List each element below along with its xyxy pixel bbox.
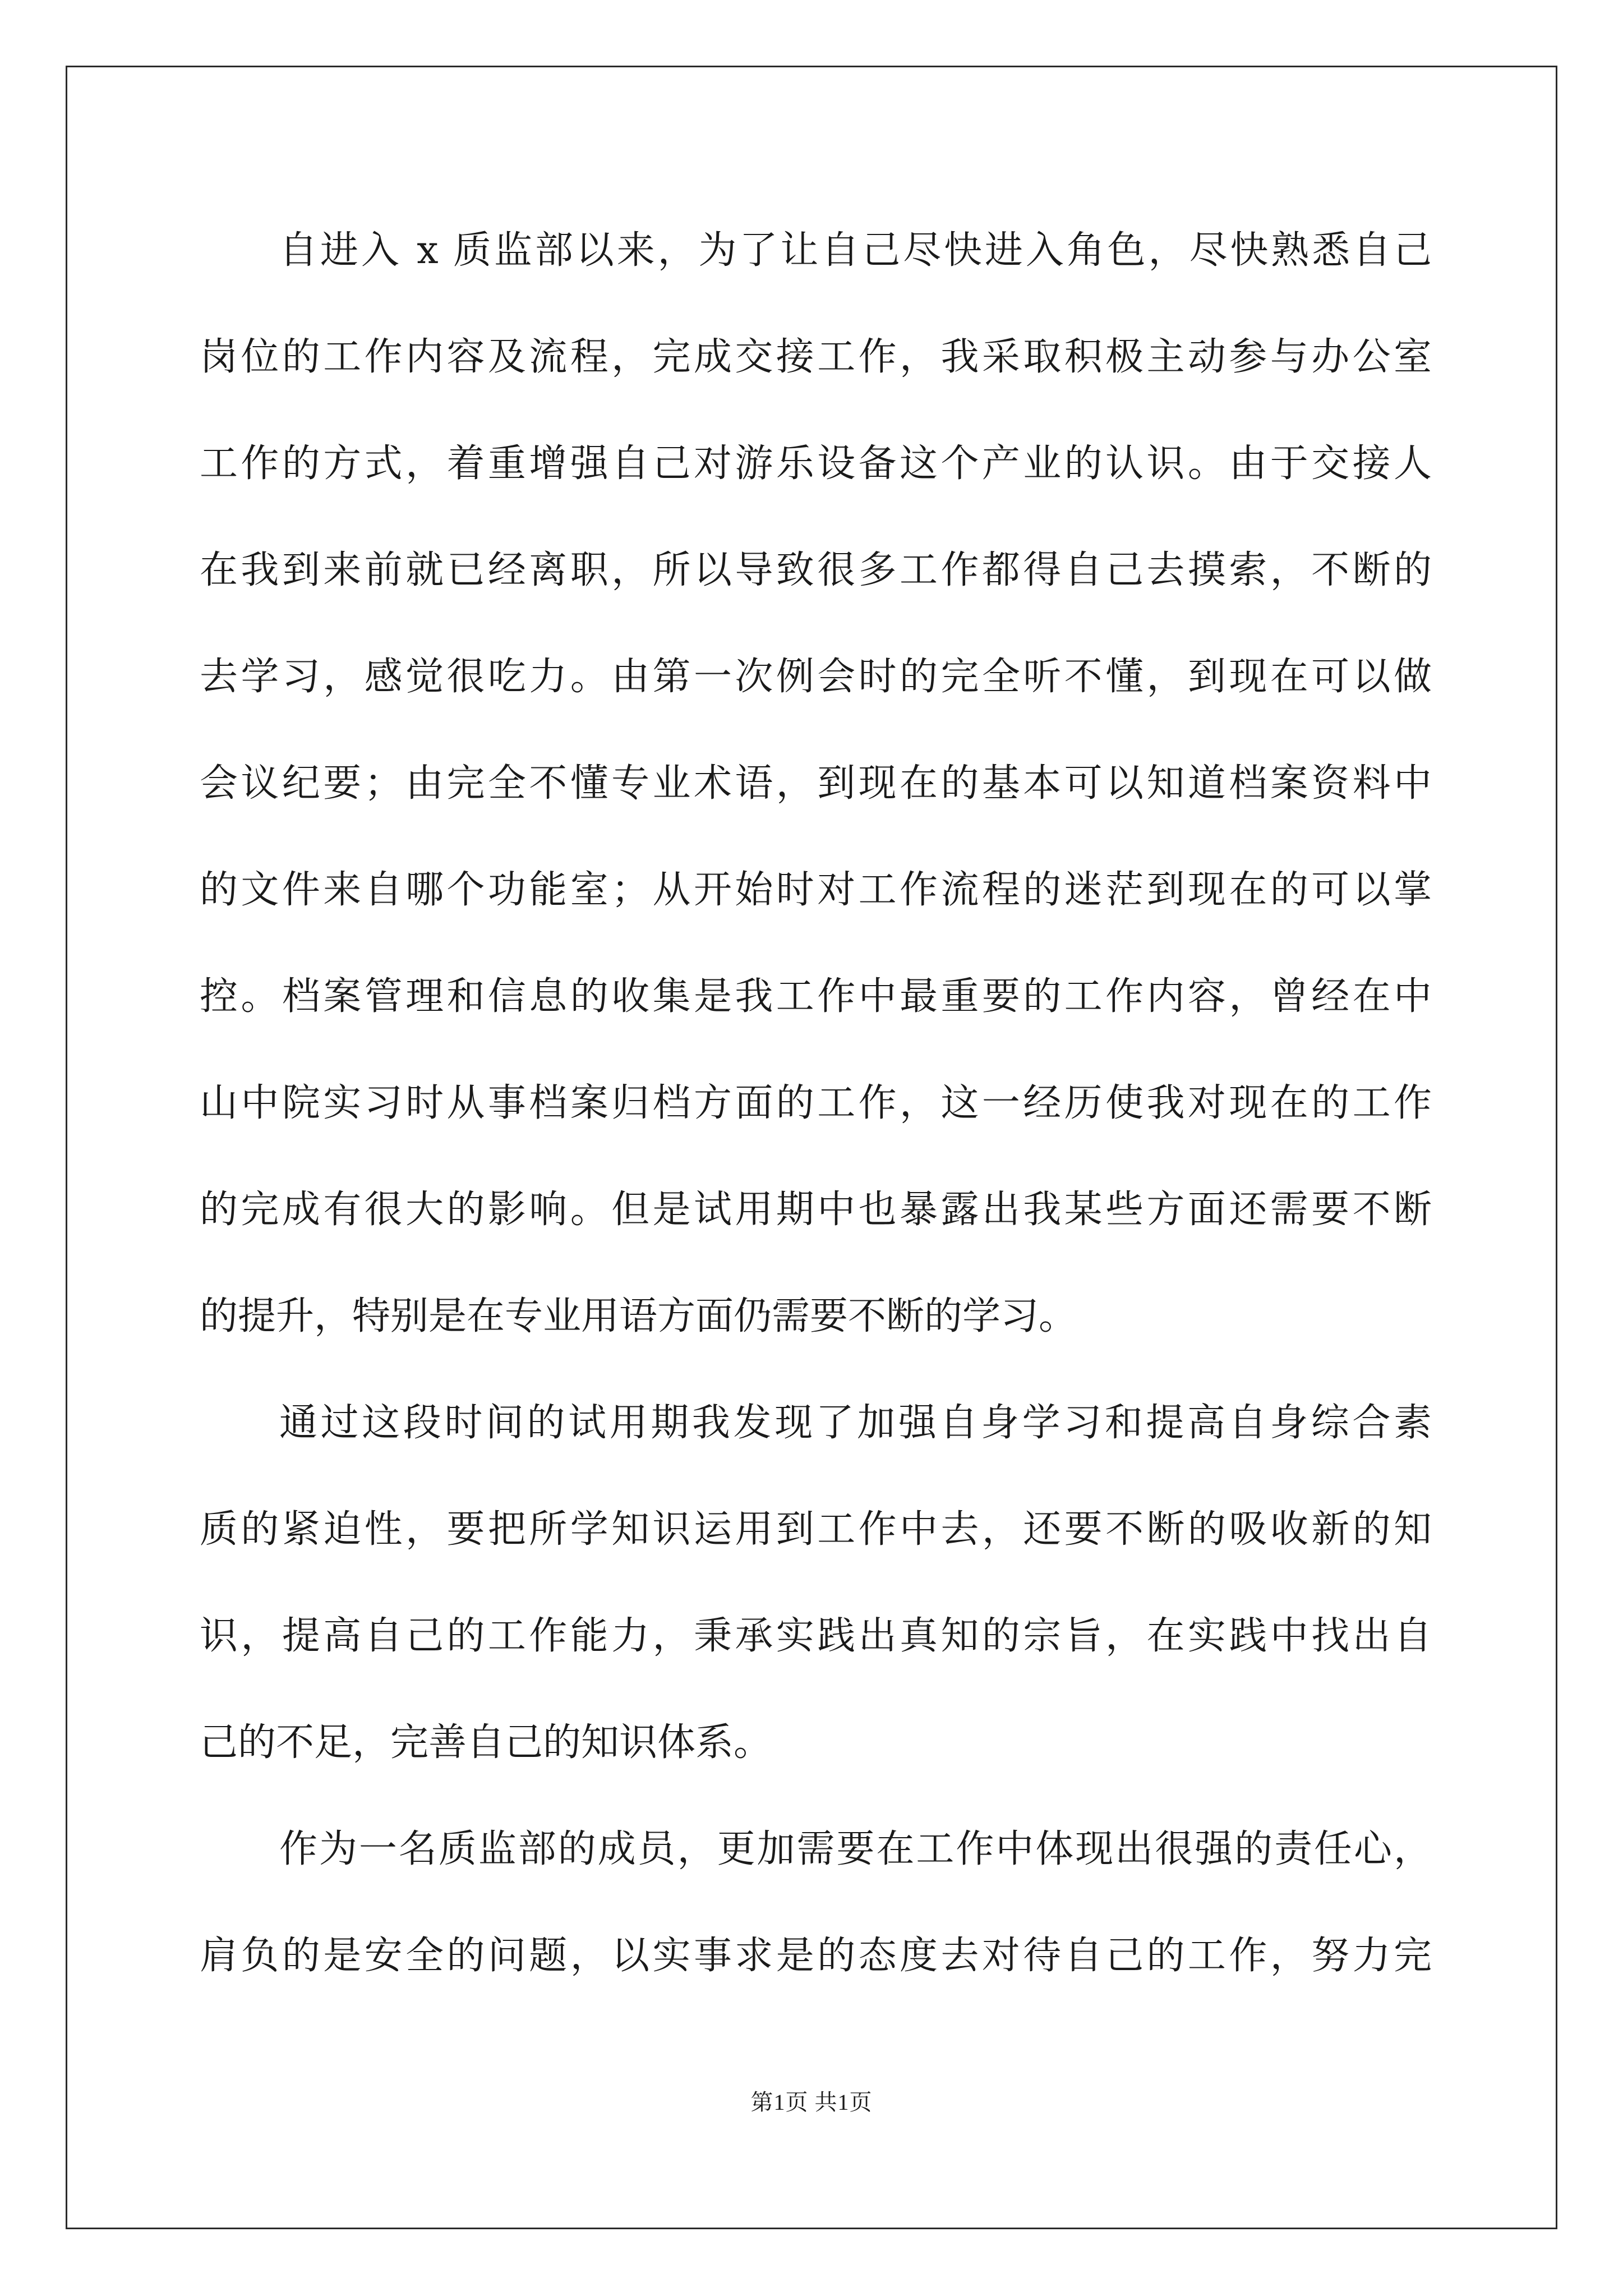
- paragraph-1-line-8: 控。档案管理和信息的收集是我工作中最重要的工作内容，曾经在中: [200, 974, 1432, 1019]
- paragraph-2-line-3: 识，提高自己的工作能力，秉承实践出真知的宗旨，在实践中找出自: [200, 1614, 1432, 1658]
- paragraph-2-line-4: 己的不足，完善自己的知识体系。: [200, 1720, 772, 1765]
- paragraph-3-line-2: 肩负的是安全的问题，以实事求是的态度去对待自己的工作，努力完: [200, 1934, 1432, 1978]
- paragraph-2-line-1: 通过这段时间的试用期我发现了加强自身学习和提高自身综合素: [279, 1401, 1432, 1445]
- paragraph-1-line-7: 的文件来自哪个功能室；从开始时对工作流程的迷茫到现在的可以掌: [200, 868, 1432, 912]
- paragraph-3-line-1: 作为一名质监部的成员，更加需要在工作中体现出很强的责任心，: [279, 1827, 1432, 1871]
- paragraph-1-line-3: 工作的方式，着重增强自己对游乐设备这个产业的认识。由于交接人: [200, 441, 1432, 486]
- page-number-footer: 第1页 共1页: [750, 2090, 873, 2115]
- paragraph-1-line-10: 的完成有很大的影响。但是试用期中也暴露出我某些方面还需要不断: [200, 1188, 1432, 1232]
- paragraph-1-line-11: 的提升，特别是在专业用语方面仍需要不断的学习。: [200, 1294, 1077, 1338]
- paragraph-1-line-9: 山中院实习时从事档案归档方面的工作，这一经历使我对现在的工作: [200, 1081, 1432, 1125]
- paragraph-1-line-4: 在我到来前就已经离职，所以导致很多工作都得自己去摸索，不断的: [200, 548, 1432, 592]
- paragraph-1-line-1: 自进入 x 质监部以来，为了让自己尽快进入角色，尽快熟悉自己: [279, 228, 1432, 273]
- paragraph-2-line-2: 质的紧迫性，要把所学知识运用到工作中去，还要不断的吸收新的知: [200, 1507, 1432, 1552]
- paragraph-1-line-6: 会议纪要；由完全不懂专业术语，到现在的基本可以知道档案资料中: [200, 761, 1432, 806]
- document-body: [200, 214, 1432, 2026]
- paragraph-1-line-2: 岗位的工作内容及流程，完成交接工作，我采取积极主动参与办公室: [200, 335, 1432, 379]
- paragraph-1-line-5: 去学习，感觉很吃力。由第一次例会时的完全听不懂，到现在可以做: [200, 655, 1432, 699]
